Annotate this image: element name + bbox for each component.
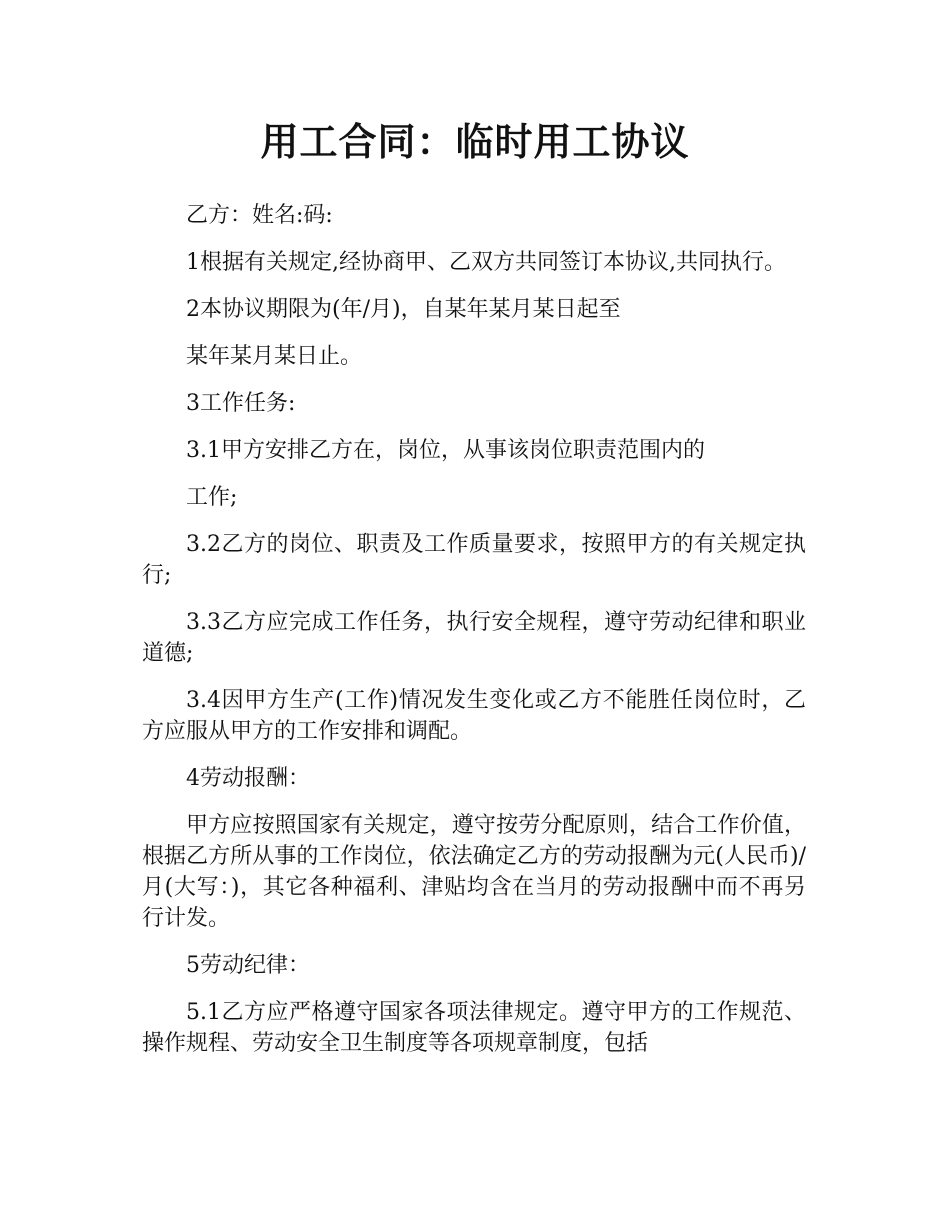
paragraph-party-b: 乙方：姓名:码: [186,203,333,228]
paragraph-clause-4: 4劳动报酬： [186,766,310,791]
document-body [142,200,806,1059]
paragraph-clause-3-4: 3.4因甲方生产(工作)情况发生变化或乙方不能胜任岗位时，乙方应服从甲方的工作安排和调配。 [142,688,806,744]
paragraph-clause-3-1: 3.1甲方安排乙方在，岗位，从事该岗位职责范围内的 [186,438,705,463]
paragraph-clause-2-cont: 某年某月某日止。 [186,344,363,369]
paragraph-clause-3-1-cont: 工作; [186,485,238,510]
paragraph-clause-1: 1根据有关规定,经协商甲、乙双方共同签订本协议,共同执行。 [186,250,786,275]
document-title: 用工合同：临时用工协议 [260,120,690,164]
paragraph-clause-3: 3工作任务: [186,391,296,416]
paragraph-clause-3-2: 3.2乙方的岗位、职责及工作质量要求，按照甲方的有关规定执行; [142,532,806,588]
paragraph-clause-4-body: 甲方应按照国家有关规定，遵守按劳分配原则，结合工作价值，根据乙方所从事的工作岗位，依法确定乙方的劳动报酬为元(人民币)/月(大写：)，其它各种福利、津贴均含在当月的劳动报酬中而不再另行计发。 [142,813,806,931]
paragraph-clause-2: 2本协议期限为(年/月)，自某年某月某日起至 [186,297,621,322]
paragraph-clause-5: 5劳动纪律： [186,953,310,978]
paragraph-clause-3-3: 3.3乙方应完成工作任务，执行安全规程，遵守劳动纪律和职业道德; [142,610,806,666]
paragraph-clause-5-1: 5.1乙方应严格遵守国家各项法律规定。遵守甲方的工作规范、操作规程、劳动安全卫生制度等各项规章制度，包括 [142,1000,806,1056]
